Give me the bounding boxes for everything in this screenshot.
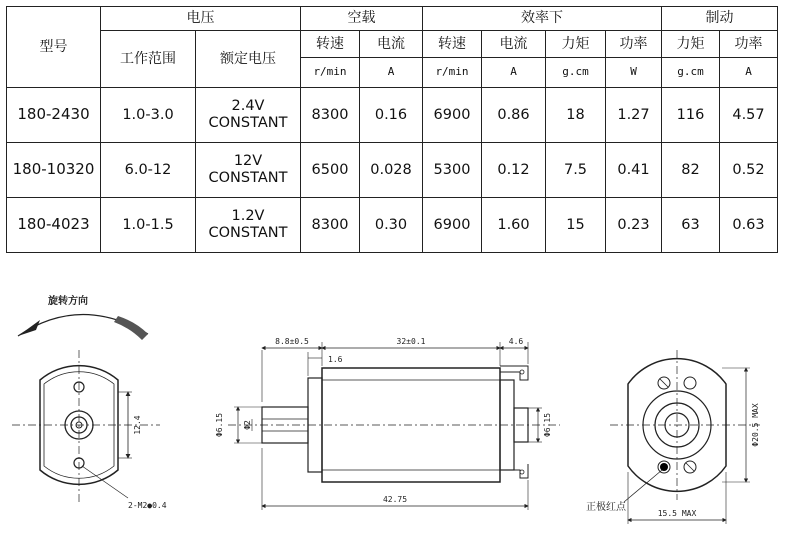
eff-speed-unit: r/min [423, 58, 482, 88]
work-range-header: 工作范围 [101, 31, 196, 88]
dim-height-front: 12.4 [133, 415, 142, 435]
nl-speed-header: 转速 [301, 31, 360, 58]
spec-table [6, 6, 778, 253]
eff-power-unit: W [606, 58, 662, 88]
rear-view [586, 350, 760, 524]
st-torque-cell: 116 [662, 88, 720, 143]
dim-4-6: 4.6 [508, 337, 524, 346]
st-power-cell: 4.57 [720, 88, 778, 143]
eff-torque-cell: 15 [546, 198, 606, 253]
st-torque-header: 力矩 [662, 31, 720, 58]
nl-current-header: 电流 [360, 31, 423, 58]
rated-voltage-cell [196, 88, 301, 143]
eff-power-cell: 1.27 [606, 88, 662, 143]
eff-power-header: 功率 [606, 31, 662, 58]
st-torque-unit: g.cm [662, 58, 720, 88]
model-cell: 180-10320 [7, 143, 101, 198]
max-efficiency-group-header: 效率下 [423, 7, 662, 31]
rated-v-value: 1.2V [231, 208, 265, 225]
rated-v-value: 2.4V [231, 98, 265, 115]
dim-dia-max: Φ20.5 MAX [751, 403, 760, 447]
model-header: 型号 [7, 7, 101, 88]
eff-power-cell: 0.41 [606, 143, 662, 198]
eff-current-cell: 1.60 [482, 198, 546, 253]
nl-speed-unit: r/min [301, 58, 360, 88]
nl-speed-cell: 6500 [301, 143, 360, 198]
nl-speed-cell: 8300 [301, 198, 360, 253]
model-cell: 180-2430 [7, 88, 101, 143]
range-cell: 1.0-1.5 [101, 198, 196, 253]
nl-current-cell: 0.16 [360, 88, 423, 143]
rated-voltage-cell [196, 143, 301, 198]
st-power-header: 功率 [720, 31, 778, 58]
hole-spec-label: 2-M2●0.4 [128, 501, 167, 510]
eff-current-unit: A [482, 58, 546, 88]
st-power-cell: 0.63 [720, 198, 778, 253]
dim-shaft-2: Φ2 [243, 420, 252, 430]
front-view [12, 294, 167, 510]
dim-8-8: 8.8±0.5 [275, 337, 309, 346]
positive-dot-icon [660, 463, 668, 471]
rated-voltage-cell [196, 198, 301, 253]
eff-current-cell: 0.12 [482, 143, 546, 198]
rated-mode: CONSTANT [208, 170, 288, 186]
dim-total-length: 42.75 [382, 495, 408, 504]
nl-current-cell: 0.028 [360, 143, 423, 198]
eff-current-cell: 0.86 [482, 88, 546, 143]
range-cell: 1.0-3.0 [101, 88, 196, 143]
dim-1-6: 1.6 [328, 355, 343, 364]
eff-speed-header: 转速 [423, 31, 482, 58]
motor-drawings [0, 280, 790, 560]
nl-current-unit: A [360, 58, 423, 88]
eff-speed-cell: 5300 [423, 143, 482, 198]
st-power-unit: A [720, 58, 778, 88]
eff-torque-cell: 7.5 [546, 143, 606, 198]
st-torque-cell: 82 [662, 143, 720, 198]
rotation-label: 旋转方向 [48, 296, 88, 307]
rated-mode: CONSTANT [208, 115, 288, 131]
no-load-group-header: 空载 [301, 7, 423, 31]
table-row [7, 143, 778, 198]
eff-torque-unit: g.cm [546, 58, 606, 88]
rated-mode: CONSTANT [208, 225, 288, 241]
dim-shaft-dia: Φ6.15 [215, 412, 224, 438]
st-power-cell: 0.52 [720, 143, 778, 198]
side-view [215, 337, 560, 510]
st-torque-cell: 63 [662, 198, 720, 253]
range-cell: 6.0-12 [101, 143, 196, 198]
dim-32: 32±0.1 [396, 337, 426, 346]
dim-shaft-dia-rear: Φ6.15 [543, 412, 552, 438]
eff-speed-cell: 6900 [423, 88, 482, 143]
nl-current-cell: 0.30 [360, 198, 423, 253]
voltage-group-header: 电压 [101, 7, 301, 31]
table-row [7, 88, 778, 143]
rated-voltage-header: 额定电压 [196, 31, 301, 88]
stall-group-header: 制动 [662, 7, 778, 31]
shaft-shape [262, 407, 308, 443]
nl-speed-cell: 8300 [301, 88, 360, 143]
eff-speed-cell: 6900 [423, 198, 482, 253]
eff-torque-header: 力矩 [546, 31, 606, 58]
eff-power-cell: 0.23 [606, 198, 662, 253]
eff-torque-cell: 18 [546, 88, 606, 143]
model-cell: 180-4023 [7, 198, 101, 253]
eff-current-header: 电流 [482, 31, 546, 58]
table-row [7, 198, 778, 253]
positive-label: 正极红点 [586, 502, 626, 513]
dim-width-max: 15.5 MAX [657, 509, 697, 518]
rated-v-value: 12V [233, 153, 263, 170]
